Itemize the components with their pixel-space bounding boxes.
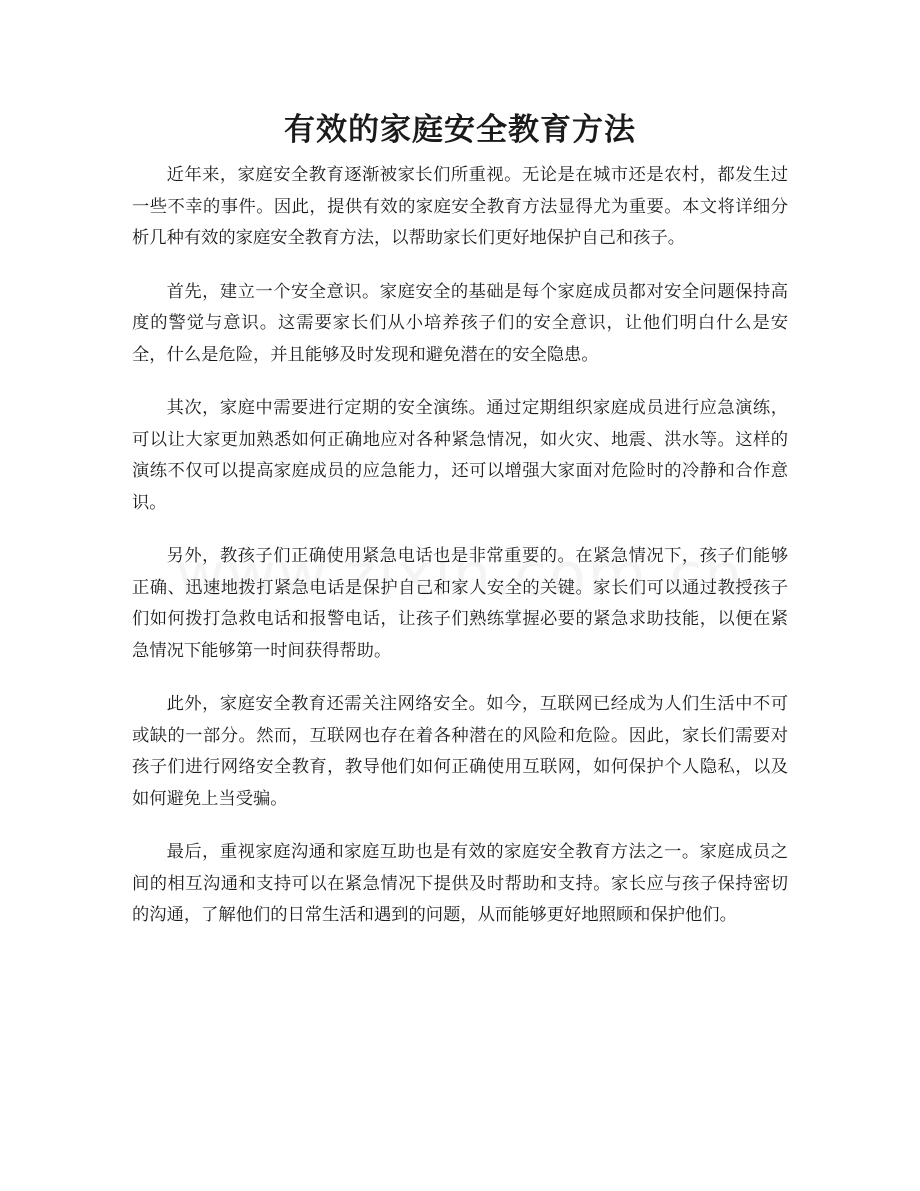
paragraph-network-safety: 此外，家庭安全教育还需关注网络安全。如今，互联网已经成为人们生活中不可或缺的一部分。然而，互联网也存在着各种潜在的风险和危险。因此，家长们需要对孩子们进行网络安全教育，教导他们如何正确使用互联网，如何保护个人隐私，以及如何避免上当受骗。 <box>132 694 788 809</box>
paragraph-family-communication: 最后，重视家庭沟通和家庭互助也是有效的家庭安全教育方法之一。家庭成员之间的相互沟通和支持可以在紧急情况下提供及时帮助和支持。家长应与孩子保持密切的沟通，了解他们的日常生活和遇到的问题，从而能够更好地照顾和保护他们。 <box>132 842 788 925</box>
document-body <box>132 160 788 954</box>
paragraph-intro: 近年来，家庭安全教育逐渐被家长们所重视。无论是在城市还是农村，都发生过一些不幸的事件。因此，提供有效的家庭安全教育方法显得尤为重要。本文将详细分析几种有效的家庭安全教育方法，以帮助家长们更好地保护自己和孩子。 <box>132 165 788 248</box>
paragraph-safety-drills: 其次，家庭中需要进行定期的安全演练。通过定期组织家庭成员进行应急演练，可以让大家更加熟悉如何正确地应对各种紧急情况，如火灾、地震、洪水等。这样的演练不仅可以提高家庭成员的应急能力，还可以增强大家面对危险时的冷静和合作意识。 <box>132 398 788 513</box>
page-title: 有效的家庭安全教育方法 <box>284 112 636 148</box>
paragraph-safety-awareness: 首先，建立一个安全意识。家庭安全的基础是每个家庭成员都对安全问题保持高度的警觉与意识。这需要家长们从小培养孩子们的安全意识，让他们明白什么是安全，什么是危险，并且能够及时发现和避免潜在的安全隐患。 <box>132 281 788 365</box>
paragraph-emergency-phone: 另外，教孩子们正确使用紧急电话也是非常重要的。在紧急情况下，孩子们能够正确、迅速地拨打紧急电话是保护自己和家人安全的关键。家长们可以通过教授孩子们如何拨打急救电话和报警电话，让孩子们熟练掌握必要的紧急求助技能，以便在紧急情况下能够第一时间获得帮助。 <box>132 546 788 661</box>
